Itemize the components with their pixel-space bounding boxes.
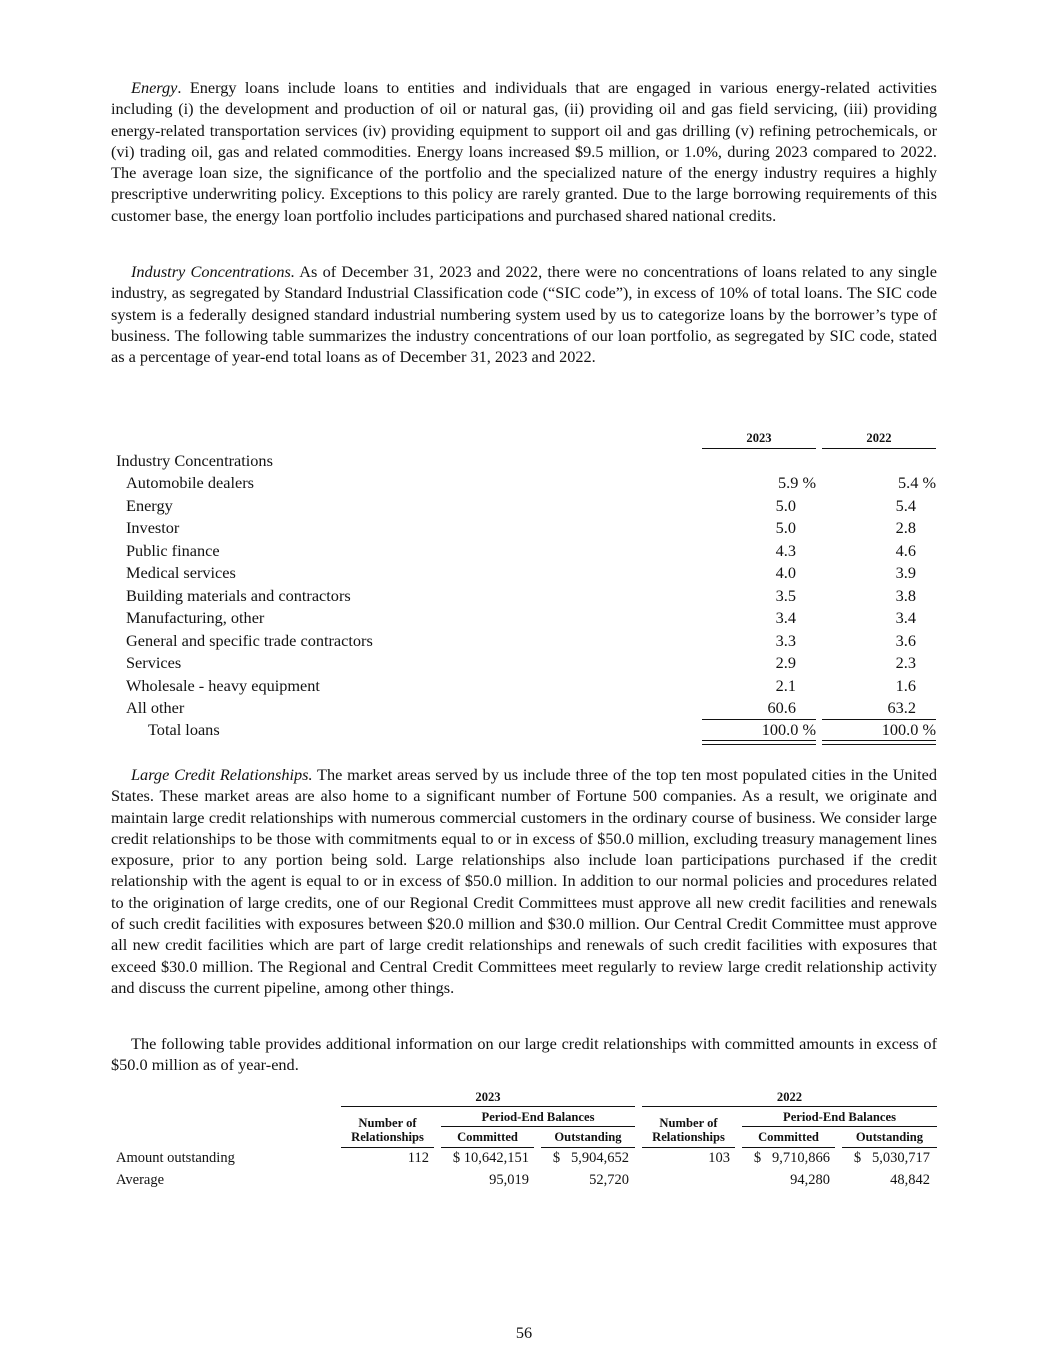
- table-cell-2022: 2.3: [895, 653, 916, 672]
- table-cell-2022: 4.6: [895, 541, 916, 560]
- period-end-2022: Period-End Balances: [783, 1110, 896, 1124]
- table-cell-2023: 2.1: [775, 676, 796, 695]
- energy-text: . Energy loans include loans to entities and individuals that are engaged in various energy-related activities including (i) the development and production of oil or natural gas, (ii) providing oil and gas field servicing, (iii) providing energy-related transportation services (iv) providing equipment to support oil and gas drilling (v) refining petrochemicals, or (vi) trading oil, gas and related commodities. Energy loans increased $9.5 million, or 1.0%, during 2023 compared to 2022. The average loan size, the significance of the portfolio and the specialized nature of the energy industry requires a highly prescriptive underwriting policy. Exceptions to this policy are rarely granted. Due to the large borrowing requirements of this customer base, the energy loan portfolio includes participations and purchased shared national credits.: [111, 78, 937, 225]
- table-cell-2023: 4.0: [775, 563, 796, 582]
- committed-header-2023: Committed: [457, 1130, 518, 1144]
- period-end-rule-2022: [742, 1126, 937, 1127]
- credit-row-label: Amount outstanding: [116, 1150, 235, 1166]
- year-rule-2023: [341, 1106, 635, 1107]
- total-cell-2022: 100.0 %: [881, 720, 936, 739]
- table-row-label: Investor: [126, 518, 180, 537]
- table-cell-2022: 3.4: [895, 608, 916, 627]
- num-rel-line2-2023: Relationships: [351, 1130, 424, 1144]
- year-rule-2022: [642, 1106, 937, 1107]
- sub-rule-num-2022: [642, 1147, 735, 1148]
- table-row-label: Services: [126, 653, 182, 672]
- table-cell-2022: 1.6: [895, 676, 916, 695]
- header-rule-2023: [702, 448, 816, 449]
- table-cell-2022: 2.8: [895, 518, 916, 537]
- energy-lead: Energy: [131, 78, 178, 97]
- total-double-rule-2022: [822, 740, 936, 745]
- period-end-rule-2023: [441, 1126, 635, 1127]
- table-cell-2022: 63.2: [887, 698, 916, 717]
- table-cell-2023: 5.9 %: [778, 473, 816, 492]
- table-cell-2023: 5.0: [775, 518, 796, 537]
- table-cell-2023: 3.4: [775, 608, 796, 627]
- table-cell-2023: 3.5: [775, 586, 796, 605]
- total-double-rule-2023: [702, 740, 816, 745]
- table-row-label: Energy: [126, 496, 173, 515]
- table-row-label: Automobile dealers: [126, 473, 254, 492]
- outstanding-header-2022: Outstanding: [855, 1130, 924, 1144]
- credit-cell-n2022: 103: [708, 1150, 730, 1166]
- num-rel-line1-2023: Number of: [358, 1116, 417, 1130]
- industry-col-2023: 2023: [746, 431, 772, 445]
- energy-paragraph: [111, 77, 937, 226]
- table-row-label: All other: [126, 698, 185, 717]
- table-row-label: General and specific trade contractors: [126, 631, 373, 650]
- credit-cell-c2023: 95,019: [489, 1172, 529, 1188]
- num-rel-line2-2022: Relationships: [652, 1130, 725, 1144]
- table-cell-2022: 3.9: [895, 563, 916, 582]
- credit-row-label: Average: [116, 1172, 165, 1188]
- industry-paragraph: [111, 261, 937, 367]
- credit-cell-o2022: $ 5,030,717: [853, 1150, 930, 1166]
- total-cell-2023: 100.0 %: [761, 720, 816, 739]
- credit-cell-o2023: $ 5,904,652: [552, 1150, 629, 1166]
- page-number: 56: [515, 1323, 533, 1342]
- total-row-label: Total loans: [148, 720, 220, 739]
- credit-year-2023: 2023: [475, 1090, 501, 1104]
- following-paragraph: The following table provides additional information on our large credit relationships with committed amounts in excess of $50.0 million as of year-end.: [111, 1034, 937, 1075]
- table-row-label: Wholesale - heavy equipment: [126, 676, 320, 695]
- industry-text: As of December 31, 2023 and 2022, there were no concentrations of loans related to any single industry, as segregated by Standard Industrial Classification code (“SIC code”), in excess of 10% of total loans. The SIC code system is a federally designed standard industrial numbering system used by us to categorize loans by the borrower’s type of business. The following table summarizes the industry concentrations of our loan portfolio, as segregated by SIC code, stated as a percentage of year-end total loans as of December 31, 2023 and 2022.: [111, 262, 937, 367]
- large-credit-lead: Large Credit Relationships.: [131, 765, 313, 784]
- committed-header-2022: Committed: [758, 1130, 819, 1144]
- credit-cell-n2023: 112: [407, 1150, 429, 1166]
- period-end-2023: Period-End Balances: [481, 1110, 595, 1124]
- industry-lead: Industry Concentrations.: [131, 262, 295, 281]
- table-cell-2022: 3.6: [895, 631, 916, 650]
- large-credit-paragraph: [111, 764, 937, 998]
- credit-year-2022: 2022: [776, 1090, 803, 1104]
- sub-rule-outstanding-2023: [541, 1147, 635, 1148]
- table-cell-2022: 5.4 %: [898, 473, 936, 492]
- credit-cell-o2022: 48,842: [890, 1172, 930, 1188]
- sub-rule-num-2023: [341, 1147, 434, 1148]
- large-credit-text: The market areas served by us include three of the top ten most populated cities in the United States. These market areas are also home to a significant number of Fortune 500 companies. As a result, we originate and maintain large credit relationships with numerous commercial customers in the ordinary course of business. We consider large credit relationships to be those with commitments equal to or in excess of $50.0 million, excluding treasury management lines exposure, prior to any portion being sold. Large relationships also include loan participations purchased if the credit relationship with the agent is equal to or in excess of $50.0 million. In addition to our normal policies and procedures related to the origination of large credits, one of our Regional Credit Committees must approve all new credit facilities and renewals of such credit facilities with exposures between $20.0 million and $30.0 million. Our Central Credit Committee must approve all new credit facilities which are part of large credit relationships and renewals of such credit facilities with exposures that exceed $30.0 million. The Regional and Central Credit Committees meet regularly to review large credit relationship activity and discuss the current pipeline, among other things.: [111, 765, 938, 997]
- table-cell-2023: 60.6: [767, 698, 796, 717]
- sub-rule-committed-2023: [441, 1147, 534, 1148]
- credit-cell-o2023: 52,720: [589, 1172, 629, 1188]
- table-cell-2023: 4.3: [775, 541, 796, 560]
- table-cell-2023: 5.0: [775, 496, 796, 515]
- table-cell-2022: 3.8: [895, 586, 916, 605]
- table-row-label: Public finance: [126, 541, 220, 560]
- industry-section-label: Industry Concentrations: [116, 451, 273, 470]
- table-cell-2023: 2.9: [775, 653, 796, 672]
- table-row-label: Manufacturing, other: [126, 608, 265, 627]
- num-rel-line1-2022: Number of: [659, 1116, 718, 1130]
- outstanding-header-2023: Outstanding: [554, 1130, 622, 1144]
- industry-col-2022: 2022: [866, 431, 892, 445]
- table-row-label: Medical services: [126, 563, 236, 582]
- credit-cell-c2022: 94,280: [790, 1172, 830, 1188]
- table-cell-2022: 5.4: [895, 496, 916, 515]
- sub-rule-outstanding-2022: [842, 1147, 937, 1148]
- table-cell-2023: 3.3: [775, 631, 796, 650]
- credit-cell-c2023: $ 10,642,151: [452, 1150, 529, 1166]
- header-rule-2022: [822, 448, 936, 449]
- credit-cell-c2022: $ 9,710,866: [753, 1150, 830, 1166]
- sub-rule-committed-2022: [742, 1147, 835, 1148]
- table-row-label: Building materials and contractors: [126, 586, 351, 605]
